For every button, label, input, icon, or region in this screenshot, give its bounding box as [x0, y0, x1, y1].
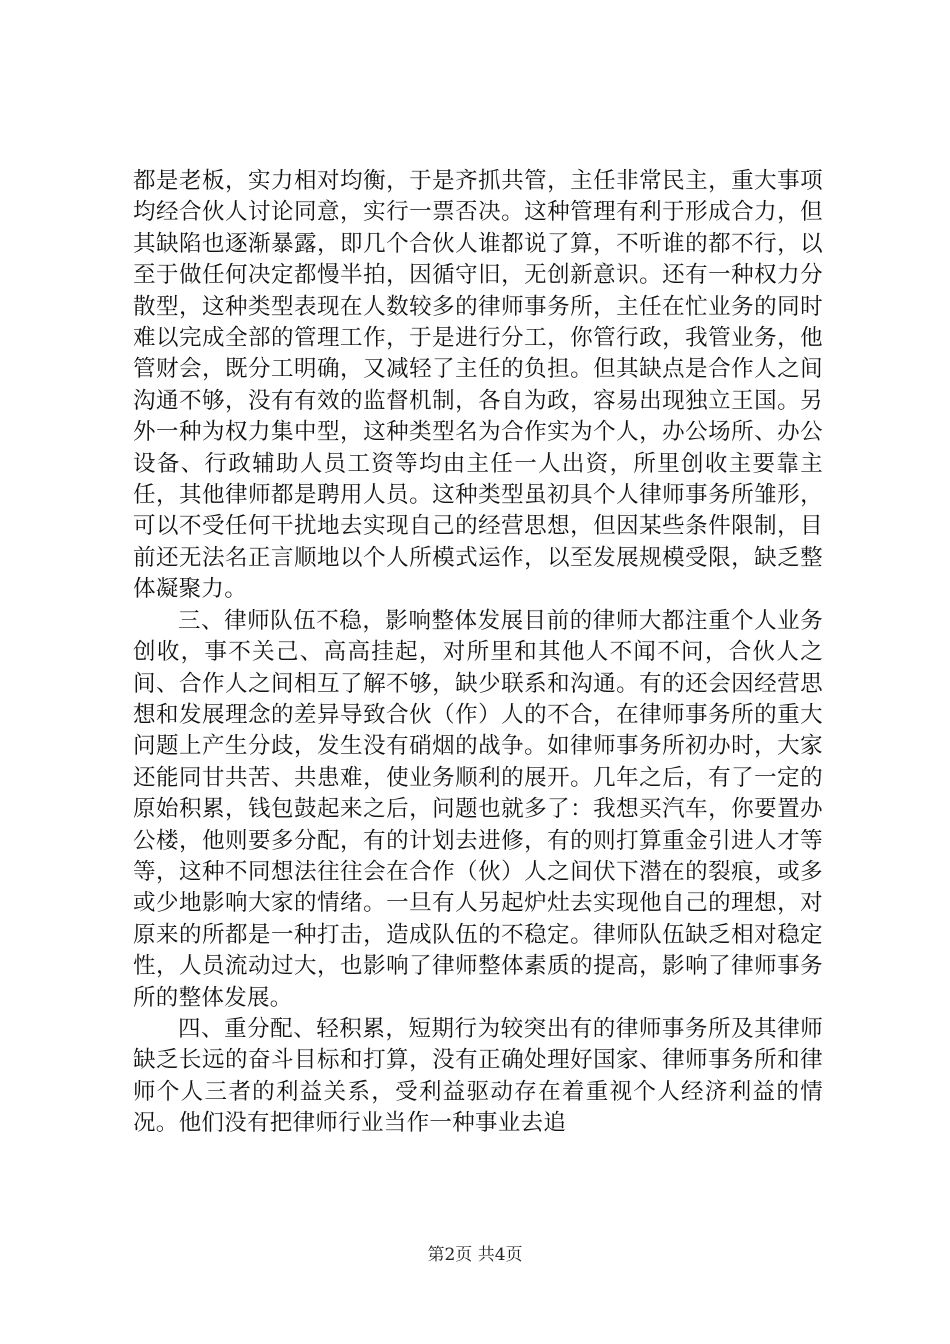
paragraph-section-four: 四、重分配、轻积累，短期行为较突出有的律师事务所及其律师缺乏长远的奋斗目标和打算，没有正确处理好国家、律师事务所和律师个人三者的利益关系，受利益驱动存在着重视个人经济利益的情况。他们没有把律师行业当作一种事业去追 — [133, 1015, 823, 1137]
page-number-footer: 第2页 共4页 — [427, 1245, 523, 1265]
paragraph-continuation: 都是老板，实力相对均衡，于是齐抓共管，主任非常民主，重大事项均经合伙人讨论同意，实行一票否决。这种管理有利于形成合力，但其缺陷也逐渐暴露，即几个合伙人谁都说了算，不听谁的都不行，以至于做任何决定都慢半拍，因循守旧，无创新意识。还有一种权力分散型，这种类型表现在人数较多的律师事务所，主任在忙业务的同时难以完成全部的管理工作，于是进行分工，你管行政，我管业务，他管财会，既分工明确，又减轻了主任的负担。但其缺点是合作人之间沟通不够，没有有效的监督机制，各自为政，容易出现独立王国。另外一种为权力集中型，这种类型名为合作实为个人，办公场所、办公设备、行政辅助人员工资等均由主任一人出资，所里创收主要靠主任，其他律师都是聘用人员。这种类型虽初具个人律师事务所雏形，可以不受任何干扰地去实现自己的经营思想，但因某些条件限制，目前还无法名正言顺地以个人所模式运作，以至发展规模受限，缺乏整体凝聚力。 — [133, 168, 823, 603]
document-body — [133, 166, 823, 1140]
paragraph-section-three: 三、律师队伍不稳，影响整体发展目前的律师大都注重个人业务创收，事不关己、高高挂起，对所里和其他人不闻不问，合伙人之间、合作人之间相互了解不够，缺少联系和沟通。有的还会因经营思想和发展理念的差异导致合伙（作）人的不合，在律师事务所的重大问题上产生分歧，发生没有硝烟的战争。如律师事务所初办时，大家还能同甘共苦、共患难，使业务顺利的展开。几年之后，有了一定的原始积累，钱包鼓起来之后，问题也就多了：我想买汽车，你要置办公楼，他则要多分配，有的计划去进修，有的则打算重金引进人才等等，这种不同想法往往会在合作（伙）人之间伏下潜在的裂痕，或多或少地影响大家的情绪。一旦有人另起炉灶去实现他自己的理想，对原来的所都是一种打击，造成队伍的不稳定。律师队伍缺乏相对稳定性，人员流动过大，也影响了律师整体素质的提高，影响了律师事务所的整体发展。 — [133, 607, 823, 1011]
